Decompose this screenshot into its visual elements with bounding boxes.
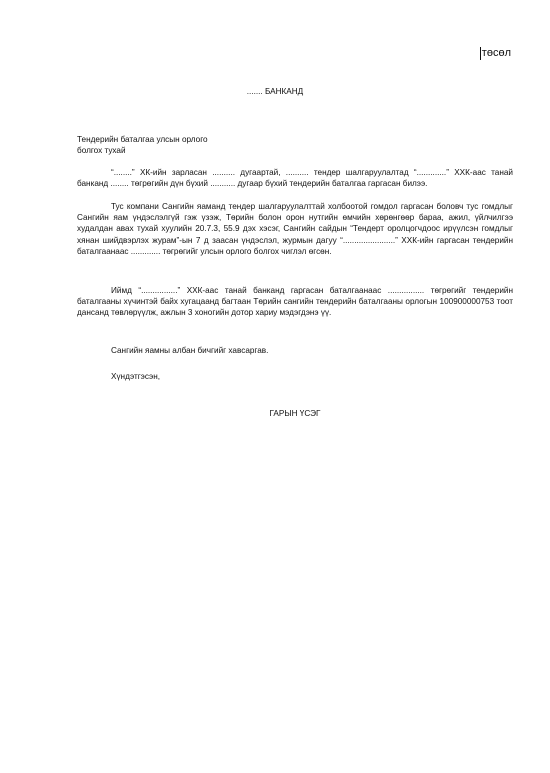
regards: Хүндэтгэсэн, bbox=[111, 372, 161, 381]
subject bbox=[77, 134, 277, 156]
paragraph-2 bbox=[77, 201, 513, 257]
paragraph-2-text: Тус компани Сангийн яаманд тендер шалгаруулалттай холбоотой гомдол гаргасан боловч тус гомдлыг Сангийн яам үндэслэлгүй гэж үзэж, Төрийн болон орон нутгийн өмчийн хөрөнгөөр бараа, ажил, үйлчилгээ худалдан авах тухай хуулийн 20.7.3, 55.9 дэх хэсэг, Сангийн сайдын “Тендерт оролцогчдоос ирүүлсэн гомдлыг хянан шийдвэрлэх журам”-ын 7 д заасан үндэслэл, журмын дагуу “.......................” ХХК-ийн гаргасан тендерийн баталгаанаас ............. төгрөгийг улсын орлого болгох чиглэл өгсөн. bbox=[77, 202, 513, 256]
signature: ГАРЫН ҮСЭГ bbox=[269, 409, 321, 418]
subject-line-1: Тендерийн баталгаа улсын орлого bbox=[77, 135, 208, 144]
paragraph-4: Сангийн яамны албан бичгийг хавсаргав. bbox=[111, 346, 269, 355]
addressee: ....... БАНКАНД bbox=[246, 87, 304, 96]
paragraph-1 bbox=[77, 167, 513, 189]
draft-mark: төсөл bbox=[481, 47, 511, 59]
paragraph-3 bbox=[77, 285, 513, 319]
paragraph-3-text: Иймд “................” ХХК-аас танай банканд гаргасан баталгаанаас ................ төгрөгийг тендерийн баталгааны хүчинтэй байх хугацаанд багтаан Төрийн сангийн тендерийн баталгааны орлогын 100900000753 тоот дансанд төвлөрүүлж, ажлын 3 хоногийн дотор хариу мэдэгдэнэ үү. bbox=[77, 286, 513, 318]
paragraph-1-text: “........” ХК-ийн зарласан .......... дугаартай, .......... тендер шалгаруулалтад “.............” ХХК-аас танай банканд ........ төгрөгийн дүн бүхий ........... дугаар бүхий тендерийн баталгаа гаргасан билээ. bbox=[77, 168, 513, 189]
subject-line-2: болгох тухай bbox=[77, 146, 126, 156]
